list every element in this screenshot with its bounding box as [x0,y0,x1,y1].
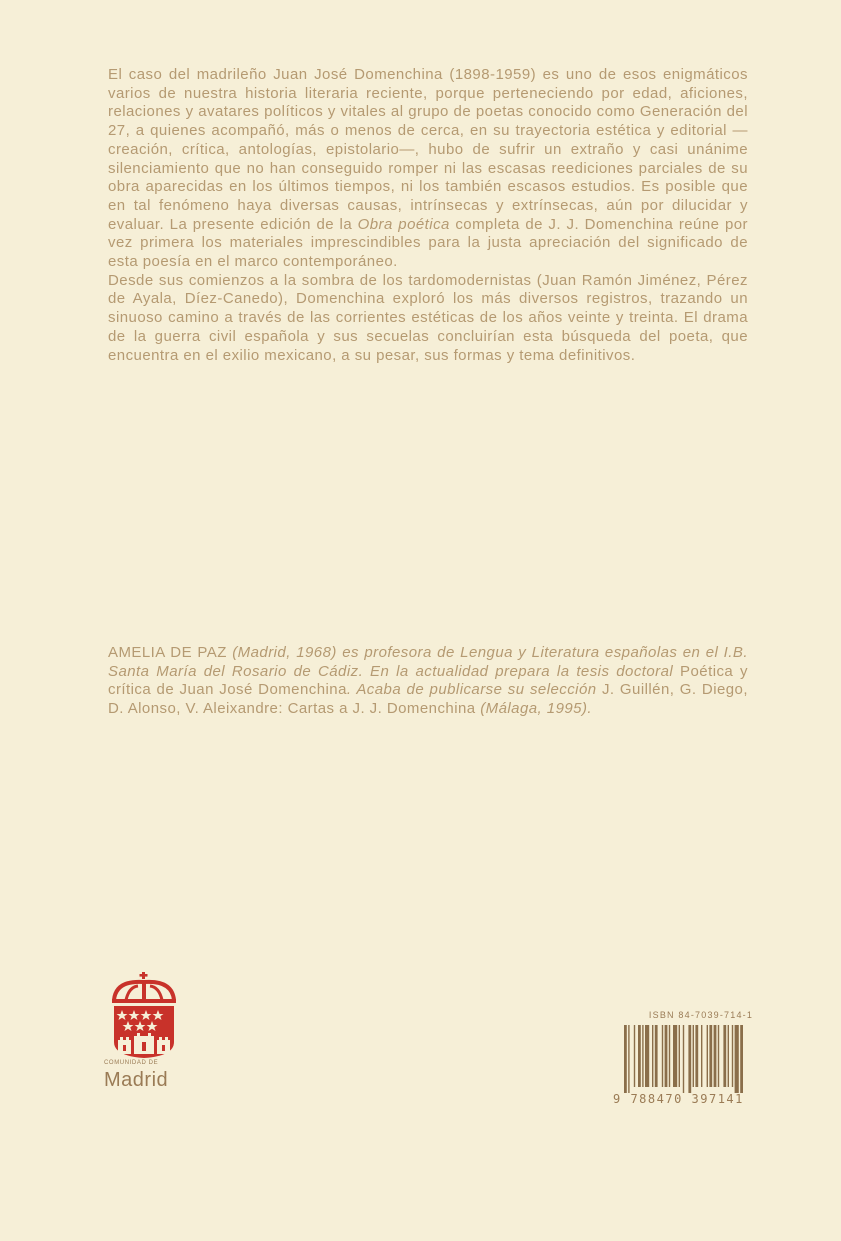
barcode-bar [665,1025,668,1087]
barcode-bar [695,1025,698,1087]
barcode-bar [628,1025,629,1093]
barcode-bar [732,1025,733,1087]
barcode-bar [714,1025,717,1087]
barcode-bar [693,1025,694,1087]
barcode-bar [638,1025,641,1087]
coat-of-arms-icon [104,970,184,1060]
publisher-city: Madrid [104,1069,169,1091]
barcode-bar [728,1025,729,1087]
barcode-bar [709,1025,712,1087]
isbn-label: ISBN 84-7039-714-1 [648,1010,754,1020]
bio-text: . Acaba de publicarse su selección [346,681,602,699]
barcode-bar [655,1025,658,1087]
synopsis-paragraph-2: Desde sus comienzos a la sombra de los tardomodernistas (Juan Ramón Jiménez, Pérez de Ayala, Díez-Canedo), Domenchina exploró los más diversos registros, trazando un sinuoso camino a través de las corrientes estéticas de los años veinte y treinta. El drama de la guerra civil española y sus secuelas concluirían esta búsqueda del poeta, que encuentra en el exilio mexicano, a su pesar, sus formas y tema definitivos. [108,271,748,364]
barcode-bar [673,1025,677,1087]
barcode-bar [735,1025,739,1093]
barcode-bar [652,1025,653,1087]
bio-text: (Madrid, 1968) es profesora de Lengua y Literatura españolas en el I.B. Santa María del Rosario de Cádiz. En la actualidad prepara la tesis doctoral [108,644,748,680]
selection-title: J. Guillén, G. Diego, D. Alonso, V. Aleixandre: Cartas a J. J. Domenchina [108,681,748,718]
synopsis-text: completa de J. J. Domenchina reúne por vez primera los materiales imprescindibles para la justa apreciación del significado de esta poesía en el marco contemporáneo. [108,215,748,271]
barcode-bar [723,1025,726,1087]
barcode-bar [634,1025,635,1087]
barcode-bar [718,1025,719,1087]
synopsis-paragraph-1 [108,66,748,272]
author-bio [108,644,748,719]
barcode-bar [701,1025,702,1087]
barcode-bar [645,1025,649,1087]
author-name: AMELIA DE PAZ [108,644,227,661]
barcode-bar [707,1025,708,1087]
barcode-bar [679,1025,680,1087]
barcode-bar [662,1025,663,1087]
bio-text: (Málaga, 1995). [475,700,593,718]
barcode-bar [642,1025,643,1087]
barcode-bar [740,1025,743,1093]
barcode-digits: 9 788470 397141 [613,1092,744,1106]
synopsis-text: El caso del madrileño Juan José Domenchina (1898-1959) es uno de esos enigmáticos varios de nuestra historia literaria reciente, porque perteneciendo por edad, aficiones, relaciones y avatares políticos y vitales al grupo de poetas conocido como Generación del 27, a quienes acompañó, más o menos de cerca, en su trayectoria estética y editorial —creación, crítica, antologías, epistolario—, hubo de sufrir un extraño y casi unánime silenciamiento que no han conseguido romper ni las escasas reediciones parciales de su obra aparecidas en los últimos tiempos, ni los también escasos estudios. Es posible que en tal fenómeno haya diversas causas, intrínsecas y extrínsecas, aún por dilucidar y evaluar. La presente edición de la [108,66,748,233]
thesis-title: Poética y crítica de Juan José Domenchina [108,662,749,699]
barcode-bar [669,1025,670,1087]
comunidad-madrid-logo [104,970,184,1050]
book-title: Obra poética [357,215,450,233]
barcode-bar [688,1025,691,1093]
barcode-bar [683,1025,684,1093]
barcode-icon [622,1025,780,1093]
synopsis [108,66,748,365]
barcode-bar [624,1025,627,1093]
publisher-caption: COMUNIDAD DE [104,1060,159,1066]
